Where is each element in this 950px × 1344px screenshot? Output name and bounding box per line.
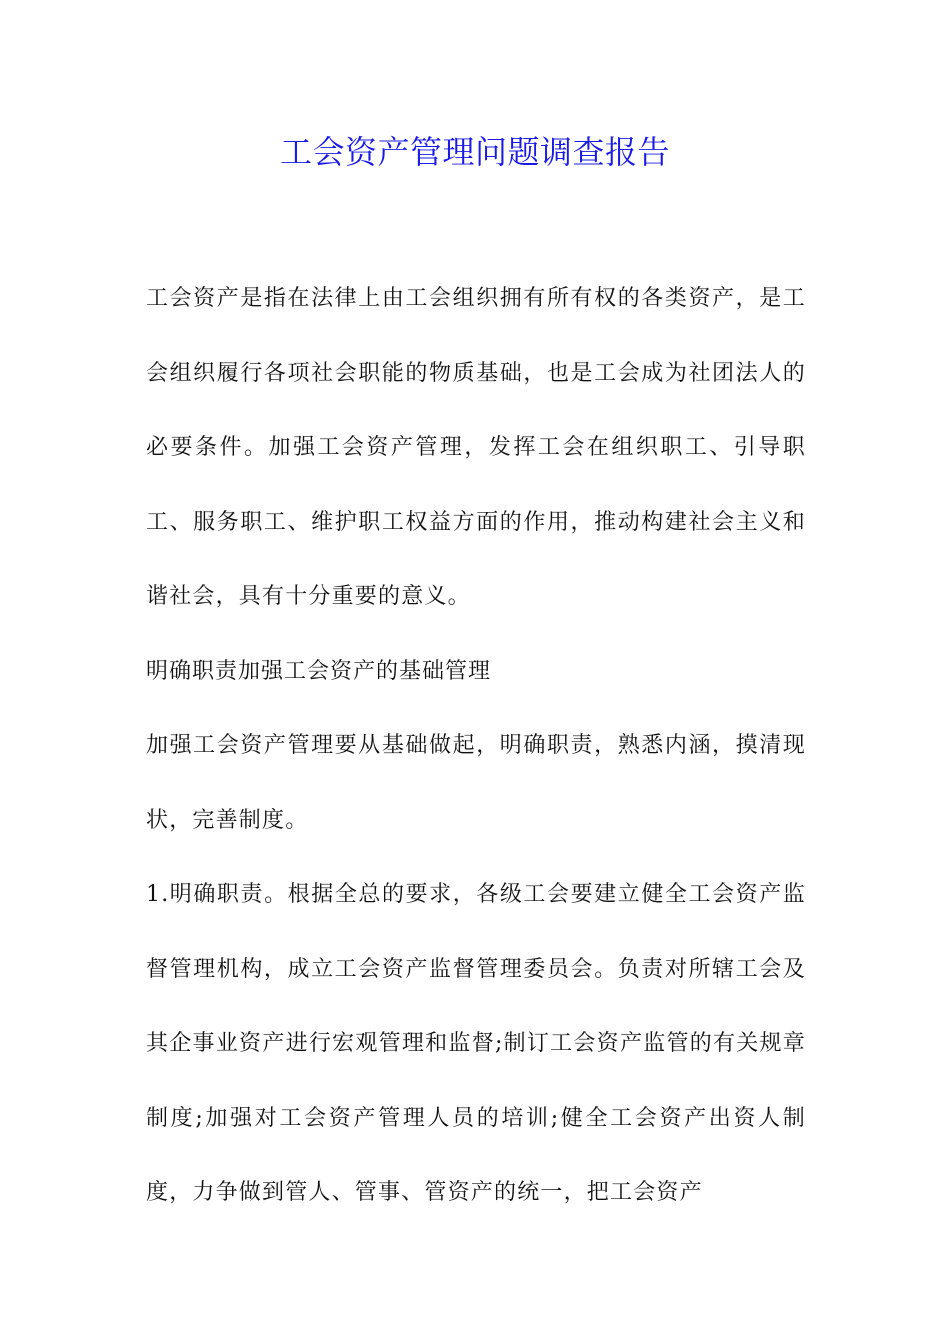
- item-1-paragraph: 1.明确职责。根据全总的要求，各级工会要建立健全工会资产监督管理机构，成立工会资产监督管理委员会。负责对所辖工会及其企事业资产进行宏观管理和监督;制订工会资产监管的有关规章制度;加强对工会资产管理人员的培训;健全工会资产出资人制度，力争做到管人、管事、管资产的统一，把工会资产: [146, 882, 806, 1205]
- section-heading: 明确职责加强工会资产的基础管理: [146, 658, 492, 684]
- document-body: [146, 262, 806, 1231]
- document-title: 工会资产管理问题调查报告: [279, 133, 670, 171]
- intro-paragraph: 工会资产是指在法律上由工会组织拥有所有权的各类资产，是工会组织履行各项社会职能的物质基础，也是工会成为社团法人的必要条件。加强工会资产管理，发挥工会在组织职工、引导职工、服务职工、维护职工权益方面的作用，推动构建社会主义和谐社会，具有十分重要的意义。: [146, 286, 806, 609]
- section-intro-paragraph: 加强工会资产管理要从基础做起，明确职责，熟悉内涵，摸清现状，完善制度。: [146, 733, 806, 833]
